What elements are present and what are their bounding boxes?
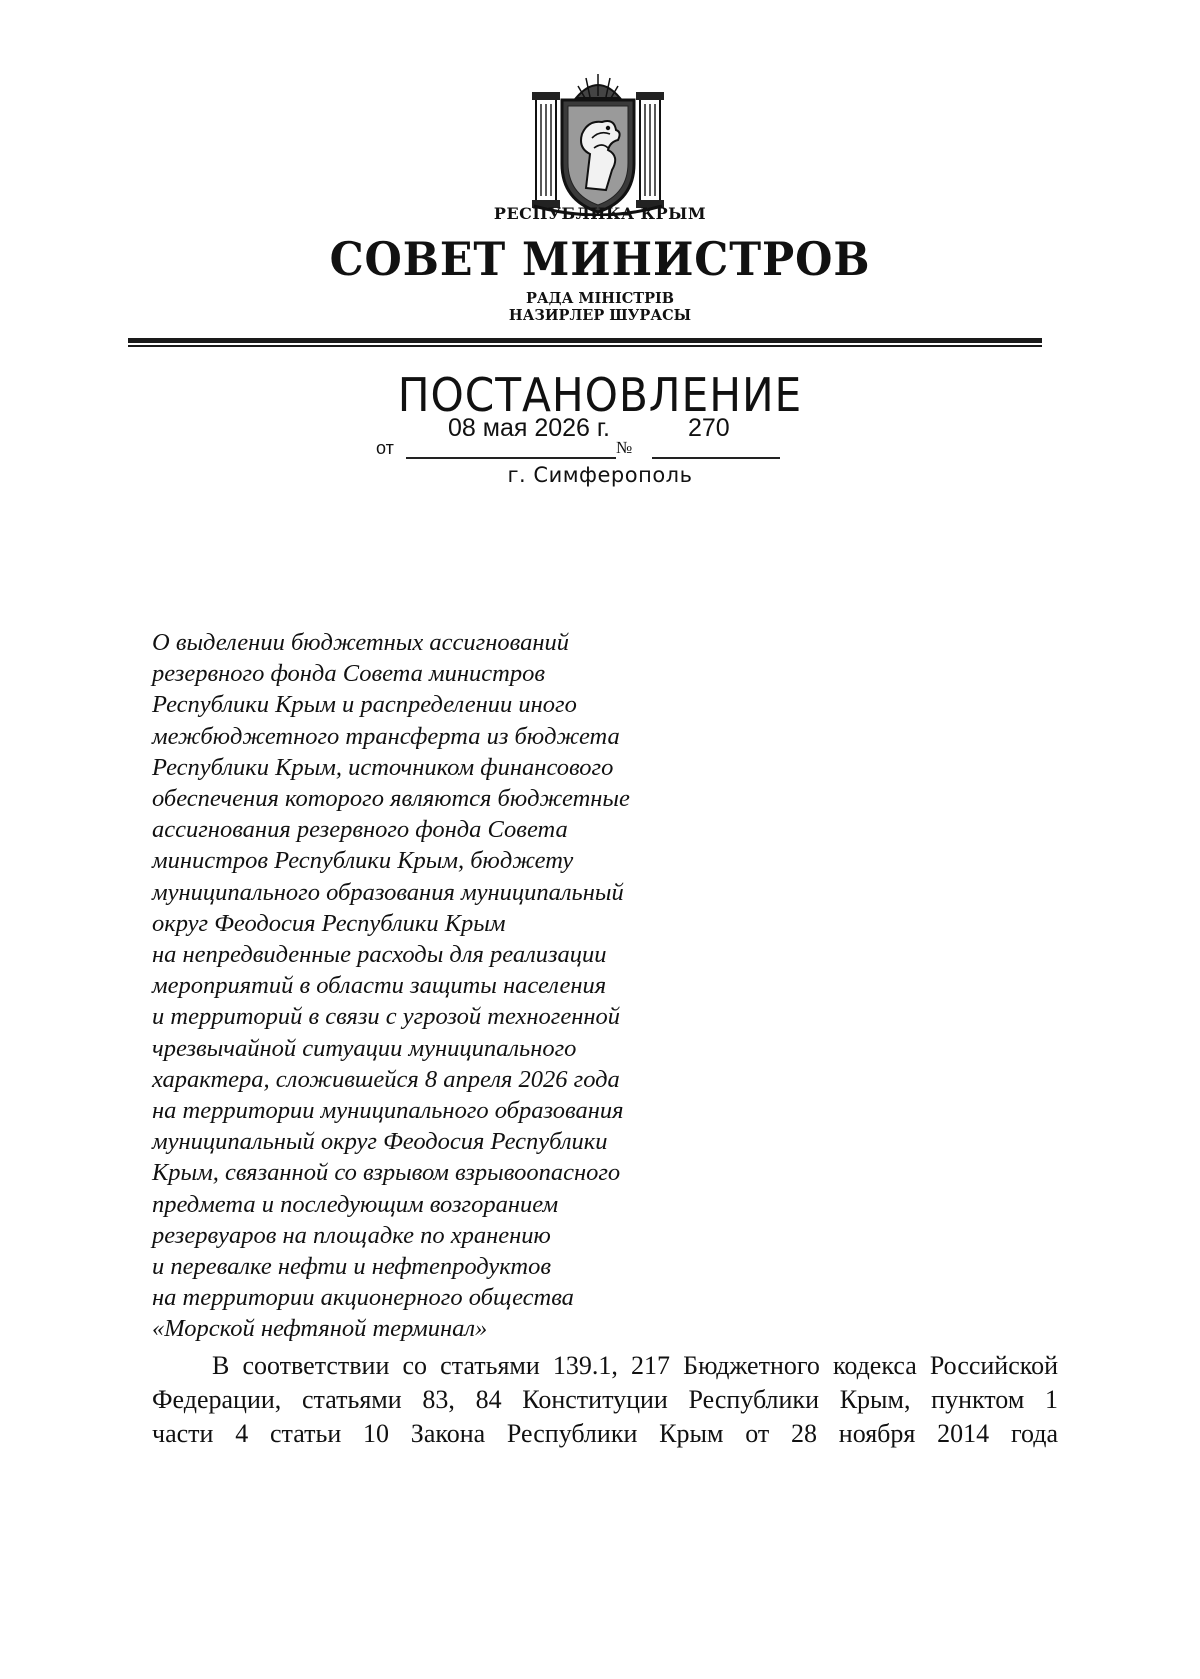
subject-line: на территории акционерного общества (152, 1284, 574, 1312)
republic-name: РЕСПУБЛИКА КРЫМ (493, 204, 707, 223)
subject-line: министров Республики Крым, бюджету (152, 847, 574, 875)
header-divider-thin (128, 345, 1042, 347)
subject-line: резервуаров на площадке по хранению (152, 1221, 551, 1249)
subject-line: межбюджетного трансферта из бюджета (152, 722, 620, 750)
council-title-ukrainian: РАДА МІНІСТРІВ (525, 290, 675, 307)
council-of-ministers-title: СОВЕТ МИНИСТРОВ (329, 232, 871, 286)
crimea-coat-of-arms-icon (530, 68, 666, 216)
subject-line: ассигнования резервного фонда Совета (152, 816, 568, 844)
subject-line: чрезвычайной ситуации муниципального (152, 1034, 577, 1062)
subject-line: Республики Крым и распределении иного (152, 691, 577, 719)
subject-line: и территорий в связи с угрозой техногенной (152, 1003, 621, 1031)
body-line: В соответствии со статьями 139.1, 217 Бюджетного кодекса Российской (212, 1351, 1058, 1380)
subject-line: характера, сложившейся 8 апреля 2026 года (152, 1065, 620, 1093)
subject-line: обеспечения которого являются бюджетные (152, 785, 630, 813)
document-subject (152, 627, 772, 1345)
subject-line: на территории муниципального образования (152, 1097, 624, 1125)
subject-line: и перевалке нефти и нефтепродуктов (152, 1253, 551, 1281)
document-type-heading: ПОСТАНОВЛЕНИЕ (397, 368, 803, 422)
subject-line: на непредвиденные расходы для реализации (152, 941, 607, 969)
document-city: г. Симферополь (507, 463, 693, 487)
subject-line: «Морской нефтяной терминал» (152, 1315, 488, 1343)
subject-line: Республики Крым, источником финансового (152, 753, 614, 781)
subject-line: муниципальный округ Феодосия Республики (152, 1128, 608, 1156)
body-line: Федерации, статьями 83, 84 Конституции Республики Крым, пунктом 1 (152, 1385, 1058, 1414)
subject-line: О выделении бюджетных ассигнований (152, 629, 569, 656)
document-date: 08 мая 2026 г. (448, 414, 610, 442)
subject-line: мероприятий в области защиты населения (152, 972, 607, 1000)
number-underline (652, 457, 780, 459)
body-line: части 4 статьи 10 Закона Республики Крым от 28 ноября 2014 года (152, 1419, 1058, 1448)
subject-line: предмета и последующим возгоранием (152, 1190, 559, 1218)
subject-line: округ Феодосия Республики Крым (152, 909, 506, 937)
subject-line: Крым, связанной со взрывом взрывоопасного (152, 1159, 621, 1187)
date-label: от (376, 438, 394, 458)
subject-line: резервного фонда Совета министров (152, 660, 546, 688)
body-paragraph (152, 1349, 1058, 1451)
subject-line: муниципального образования муниципальный (152, 878, 624, 906)
council-title-crimean-tatar: НАЗИРЛЕР ШУРАСЫ (508, 307, 692, 324)
number-label: № (616, 438, 633, 457)
header-divider-thick (128, 338, 1042, 343)
date-underline (406, 457, 616, 459)
document-number: 270 (688, 414, 730, 442)
